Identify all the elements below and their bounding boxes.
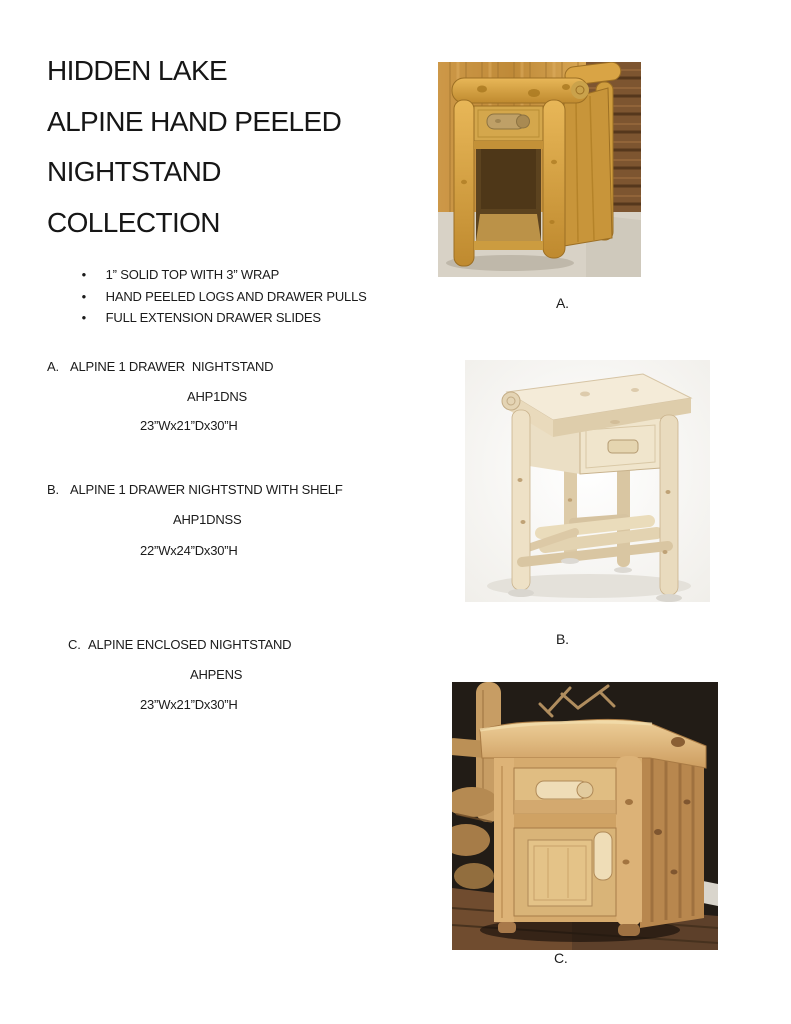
- product-b-name: ALPINE 1 DRAWER NIGHTSTND WITH SHELF: [70, 482, 343, 497]
- nightstand-c-illustration: [452, 682, 718, 950]
- bullet-icon: •: [81, 289, 87, 304]
- product-a-sku: AHP1DNS: [187, 389, 248, 404]
- page-title-line-4: COLLECTION: [47, 207, 220, 238]
- product-c-dimensions: 23”Wx21”Dx30”H: [140, 697, 238, 712]
- product-a-name: ALPINE 1 DRAWER NIGHTSTAND: [70, 359, 274, 374]
- nightstand-a-illustration: [438, 62, 641, 277]
- product-c-name: ALPINE ENCLOSED NIGHTSTAND: [88, 637, 292, 652]
- feature-text: 1” SOLID TOP WITH 3” WRAP: [105, 267, 280, 282]
- page-title-line-2: ALPINE HAND PEELED: [47, 106, 342, 137]
- photo-b-label: B.: [556, 631, 569, 647]
- page-title-line-3: NIGHTSTAND: [47, 156, 221, 187]
- product-b-photo: [465, 360, 710, 602]
- product-c-sku: AHPENS: [190, 667, 243, 682]
- page-title-line-1: HIDDEN LAKE: [47, 55, 228, 86]
- feature-item: [68, 295, 321, 340]
- feature-text: FULL EXTENSION DRAWER SLIDES: [105, 310, 321, 325]
- feature-text: HAND PEELED LOGS AND DRAWER PULLS: [105, 289, 367, 304]
- product-b-dimensions: 22”Wx24”Dx30”H: [140, 543, 238, 558]
- bullet-icon: •: [81, 267, 87, 282]
- bullet-icon: •: [81, 310, 87, 325]
- nightstand-b-illustration: [465, 360, 710, 602]
- product-b-sku: AHP1DNSS: [173, 512, 242, 527]
- product-b-letter: B.: [47, 482, 59, 497]
- photo-a-label: A.: [556, 295, 569, 311]
- product-a-letter: A.: [47, 359, 59, 374]
- product-a-dimensions: 23”Wx21”Dx30”H: [140, 418, 238, 433]
- photo-c-label: C.: [554, 950, 568, 966]
- product-c-letter: C.: [68, 637, 81, 652]
- product-c-photo: [452, 682, 718, 950]
- product-a-photo: [438, 62, 641, 277]
